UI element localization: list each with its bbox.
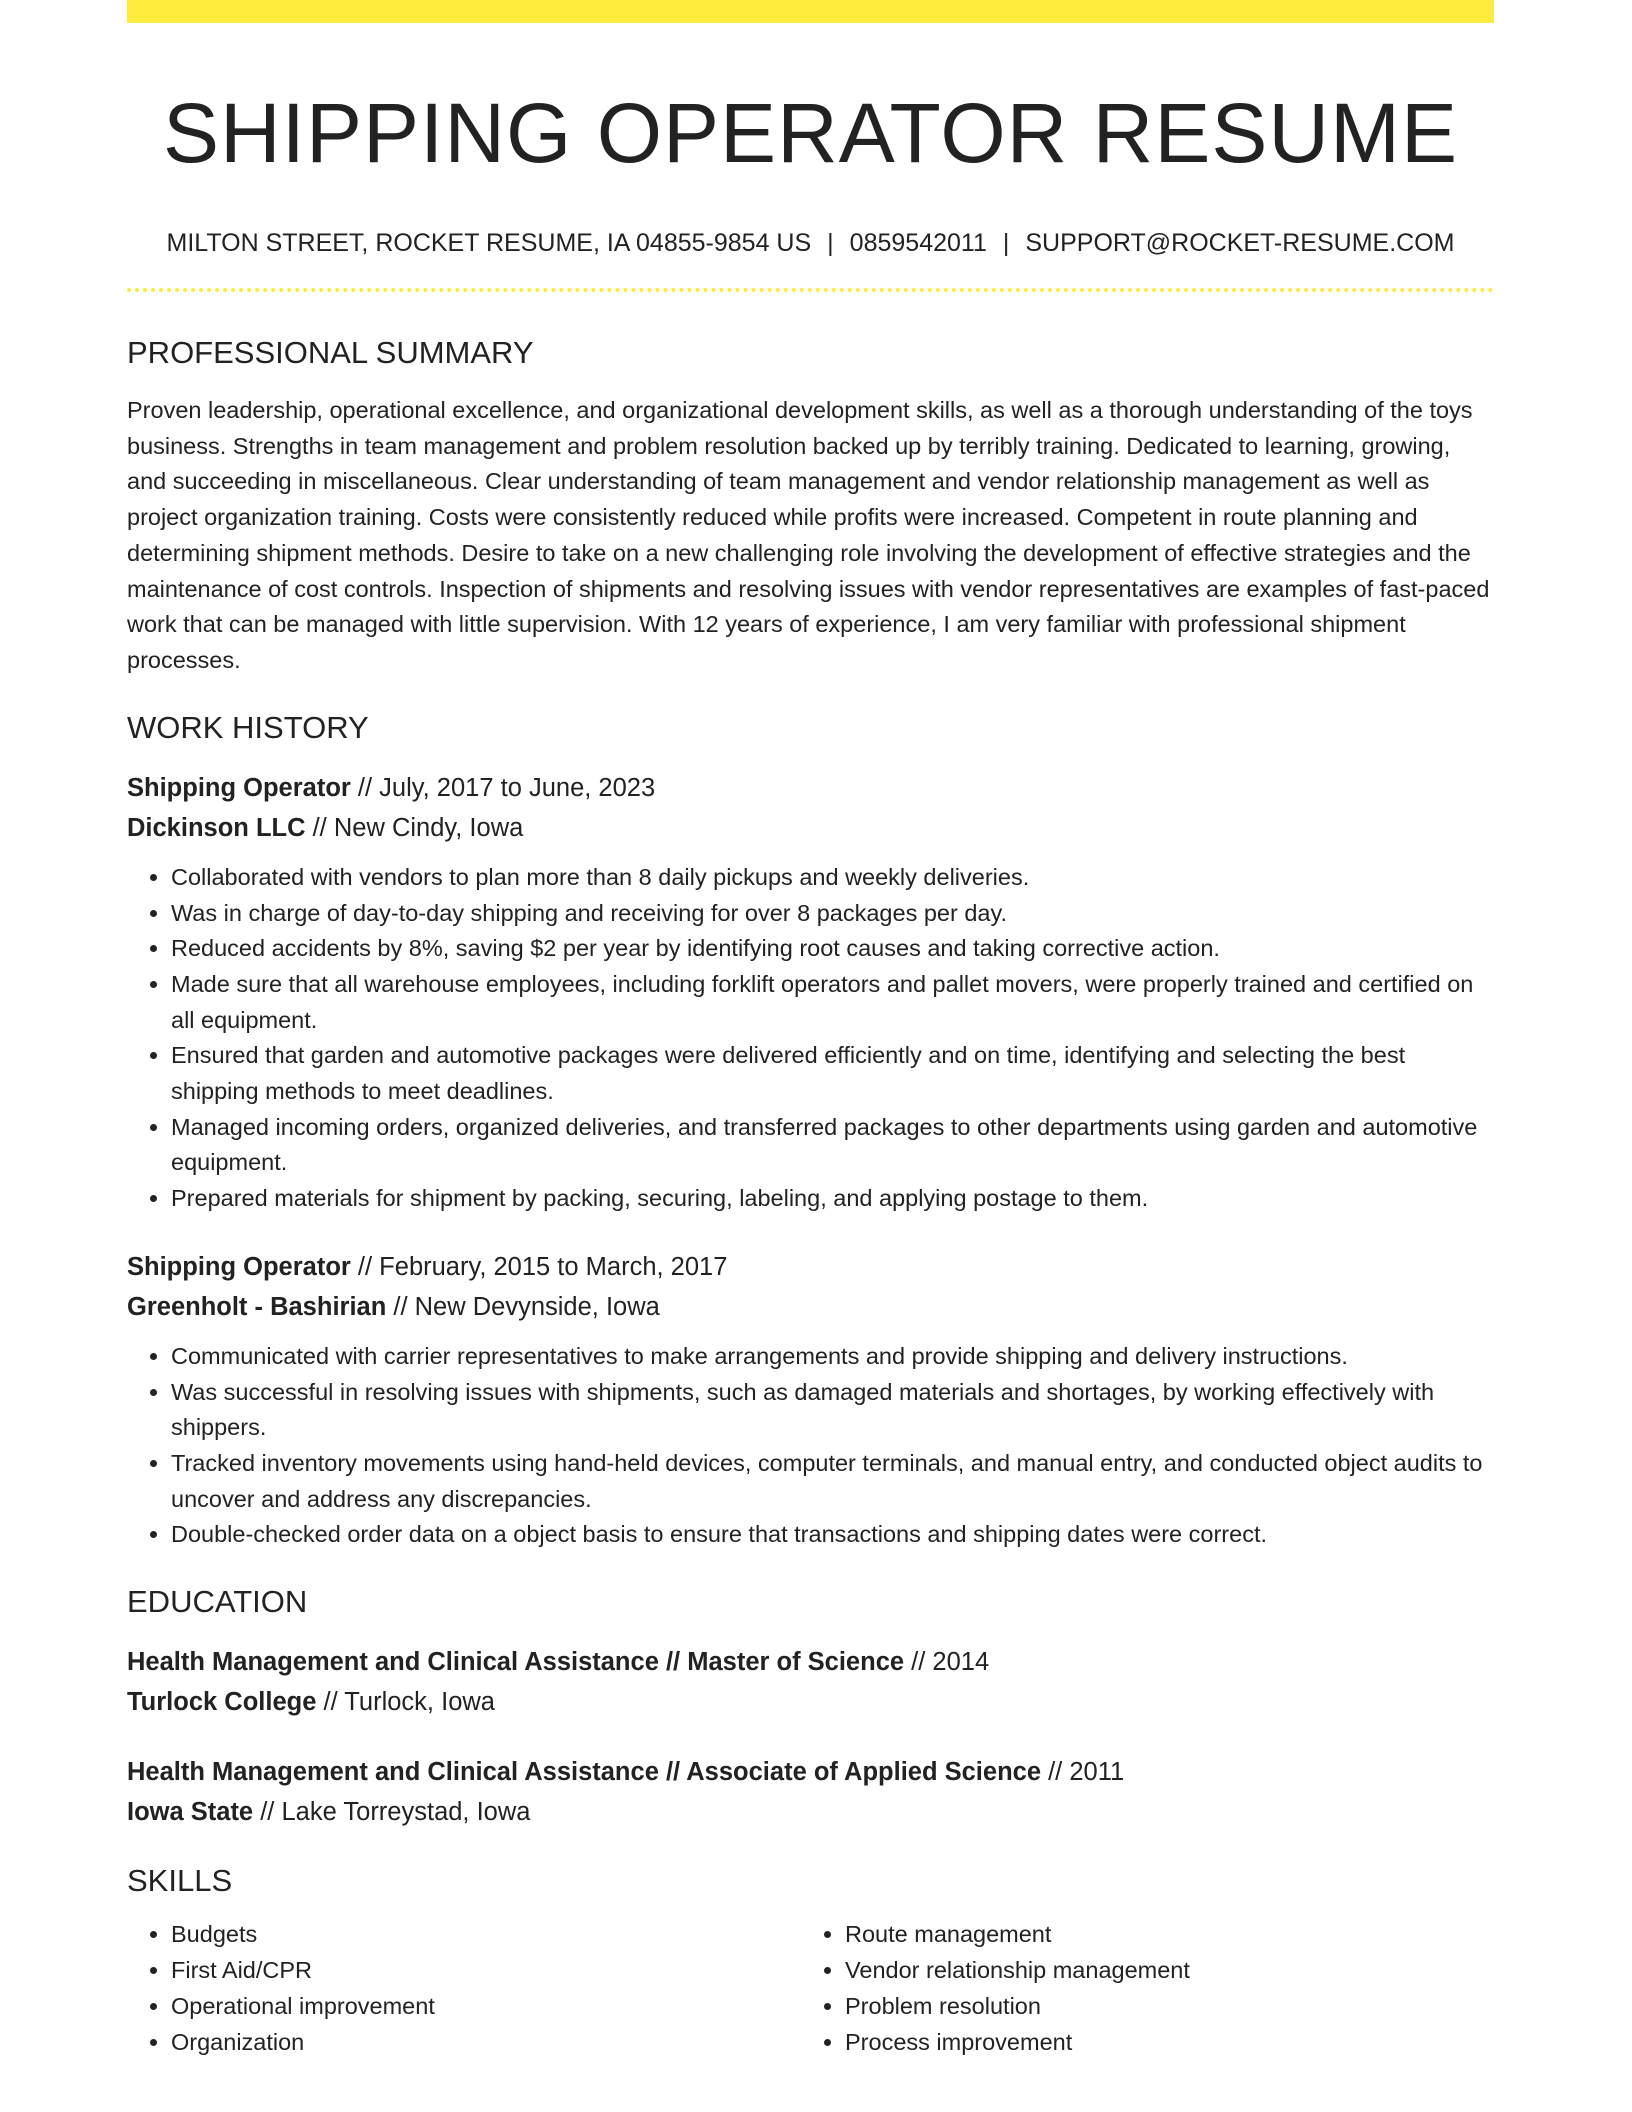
list-item: • Budgets (171, 1917, 801, 1953)
work-history-heading: WORK HISTORY (127, 709, 369, 745)
list-item: • Problem resolution (845, 1989, 1475, 2025)
skills-heading: SKILLS (127, 1863, 233, 1899)
skills-column-right (801, 1917, 1475, 2060)
education-year: // 2011 (1041, 1758, 1125, 1787)
job-company-line (127, 1287, 1494, 1327)
education-school-line (127, 1682, 1494, 1722)
education-degree-line (127, 1752, 1494, 1792)
skills-grid (127, 1917, 1494, 2060)
summary-heading: PROFESSIONAL SUMMARY (127, 334, 534, 370)
job-entry (127, 1247, 1494, 1553)
list-item: • Organization (171, 2025, 801, 2061)
list-item: • Double-checked order data on a object basis to ensure that transactions and shipping dates were correct. (171, 1517, 1494, 1553)
list-item: • Was successful in resolving issues with shipments, such as damaged materials and shortages, by working effectively with shippers. (171, 1375, 1494, 1446)
contact-separator: | (1002, 228, 1010, 257)
list-item: • Communicated with carrier representatives to make arrangements and provide shipping and delivery instructions. (171, 1339, 1494, 1375)
skills-column-left (127, 1917, 801, 2060)
job-location: // New Devynside, Iowa (386, 1292, 660, 1321)
job-company-line (127, 808, 1494, 848)
list-item: • Route management (845, 1917, 1475, 1953)
job-dates: // February, 2015 to March, 2017 (350, 1252, 728, 1281)
job-title-line (127, 1247, 1494, 1287)
education-entry (127, 1642, 1494, 1722)
list-item: • First Aid/CPR (171, 1953, 801, 1989)
job-company: Greenholt - Bashirian (127, 1292, 387, 1321)
list-item: • Prepared materials for shipment by packing, securing, labeling, and applying postage to them. (171, 1181, 1494, 1217)
contact-line (127, 228, 1494, 258)
resume-content (127, 23, 1494, 2060)
contact-address: MILTON STREET, ROCKET RESUME, IA 04855-9854 US (166, 228, 812, 257)
list-item: • Operational improvement (171, 1989, 801, 2025)
list-item: • Reduced accidents by 8%, saving $2 per year by identifying root causes and taking corrective action. (171, 931, 1494, 967)
education-location: // Lake Torreystad, Iowa (253, 1798, 531, 1827)
job-dates: // July, 2017 to June, 2023 (350, 773, 656, 802)
education-degree: Health Management and Clinical Assistance // Master of Science (127, 1648, 905, 1677)
list-item: • Collaborated with vendors to plan more than 8 daily pickups and weekly deliveries. (171, 860, 1494, 896)
job-bullets (127, 860, 1494, 1217)
education-year: // 2014 (904, 1648, 990, 1677)
contact-phone: 0859542011 (849, 228, 987, 257)
job-title-line (127, 768, 1494, 808)
education-degree-line (127, 1642, 1494, 1682)
job-title: Shipping Operator (127, 773, 351, 802)
job-company: Dickinson LLC (127, 813, 306, 842)
education-school: Iowa State (127, 1798, 254, 1827)
list-item: • Was in charge of day-to-day shipping and receiving for over 8 packages per day. (171, 896, 1494, 932)
dotted-divider (127, 288, 1494, 292)
education-school: Turlock College (127, 1688, 317, 1717)
job-entry (127, 768, 1494, 1217)
job-bullets (127, 1339, 1494, 1553)
contact-separator: | (827, 228, 834, 257)
education-entry (127, 1752, 1494, 1832)
list-item: • Made sure that all warehouse employees, including forklift operators and pallet movers, were properly trained and certified on all equipment. (171, 967, 1494, 1038)
list-item: • Managed incoming orders, organized deliveries, and transferred packages to other departments using garden and automotive equipment. (171, 1110, 1494, 1181)
list-item: • Process improvement (845, 2025, 1475, 2061)
education-degree: Health Management and Clinical Assistance // Associate of Applied Science (127, 1758, 1042, 1787)
job-title: Shipping Operator (127, 1252, 351, 1281)
page-title: SHIPPING OPERATOR RESUME (162, 86, 1459, 180)
education-location: // Turlock, Iowa (316, 1688, 495, 1717)
contact-email: SUPPORT@ROCKET-RESUME.COM (1025, 228, 1455, 257)
accent-bar (127, 0, 1494, 23)
list-item: • Vendor relationship management (845, 1953, 1475, 1989)
summary-text: Proven leadership, operational excellence, and organizational development skills, as well as a thorough understanding of the toys business. Strengths in team management and problem resolution backed up by terribly training. Dedicated to learning, growing, and succeeding in miscellaneous. Clear understanding of team management and vendor relationship management as well as project organization training. Costs were consistently reduced while profits were increased. Competent in route planning and determining shipment methods. Desire to take on a new challenging role involving the development of effective strategies and the maintenance of cost controls. Inspection of shipments and resolving issues with vendor representatives are examples of fast-paced work that can be managed with little supervision. With 12 years of experience, I am very familiar with professional shipment processes. (127, 396, 1490, 673)
education-heading: EDUCATION (127, 1584, 308, 1620)
job-location: // New Cindy, Iowa (305, 813, 524, 842)
list-item: • Tracked inventory movements using hand-held devices, computer terminals, and manual entry, and conducted object audits to uncover and address any discrepancies. (171, 1446, 1494, 1517)
list-item: • Ensured that garden and automotive packages were delivered efficiently and on time, identifying and selecting the best shipping methods to meet deadlines. (171, 1038, 1494, 1109)
education-school-line (127, 1792, 1494, 1832)
